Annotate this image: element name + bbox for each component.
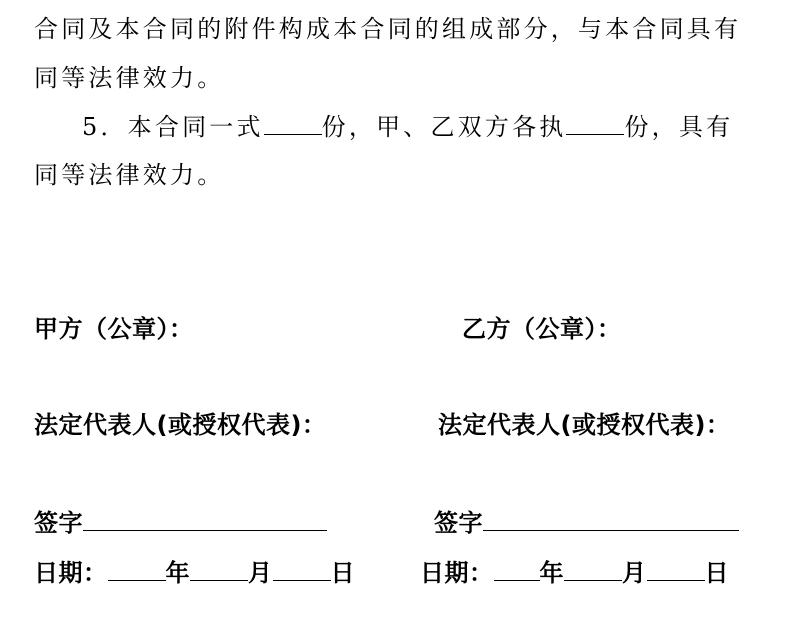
party-a-year-label: 年 [165, 559, 190, 587]
party-a-date-label: 日期： [34, 559, 108, 587]
party-a-rep-label: 法定代表人(或授权代表)： [34, 411, 327, 439]
paragraph-line-1: 合同及本合同的附件构成本合同的组成部分，与本合同具有 [34, 15, 742, 43]
party-b-signature-blank[interactable] [483, 508, 739, 531]
party-a-month-label: 月 [248, 559, 273, 587]
paragraph-line-4: 同等法律效力。 [34, 161, 225, 189]
party-b-seal-label: 乙方（公章）： [462, 315, 622, 343]
party-b-day-blank[interactable] [647, 558, 705, 581]
paragraph-line-2: 同等法律效力。 [34, 64, 225, 92]
party-b-signature [434, 508, 739, 538]
party-b-month-label: 月 [622, 559, 647, 587]
copies-each-blank[interactable] [566, 112, 624, 135]
party-a-year-blank[interactable] [108, 558, 166, 581]
party-b-day-label: 日 [704, 559, 729, 587]
party-a-day-label: 日 [330, 559, 355, 587]
clause-5-suffix: 份，具有 [624, 113, 734, 141]
party-b-date [420, 558, 729, 588]
clause-5-prefix: 5．本合同一式 [82, 113, 264, 141]
party-b-year-label: 年 [539, 559, 564, 587]
party-b-year-blank[interactable] [494, 558, 540, 581]
party-a-date [34, 558, 355, 588]
party-a-signature [34, 508, 327, 538]
party-a-signature-blank[interactable] [83, 508, 327, 531]
party-a-seal-label: 甲方（公章）： [34, 315, 194, 343]
party-b-month-blank[interactable] [564, 558, 622, 581]
party-a-day-blank[interactable] [273, 558, 331, 581]
clause-5 [82, 112, 733, 142]
party-b-date-label: 日期： [420, 559, 494, 587]
clause-5-mid: 份，甲、乙双方各执 [321, 113, 567, 141]
party-b-rep-label: 法定代表人(或授权代表)： [438, 411, 731, 439]
copies-total-blank[interactable] [264, 112, 322, 135]
party-b-sign-label: 签字 [434, 509, 483, 537]
party-a-sign-label: 签字 [34, 509, 83, 537]
party-a-month-blank[interactable] [190, 558, 248, 581]
